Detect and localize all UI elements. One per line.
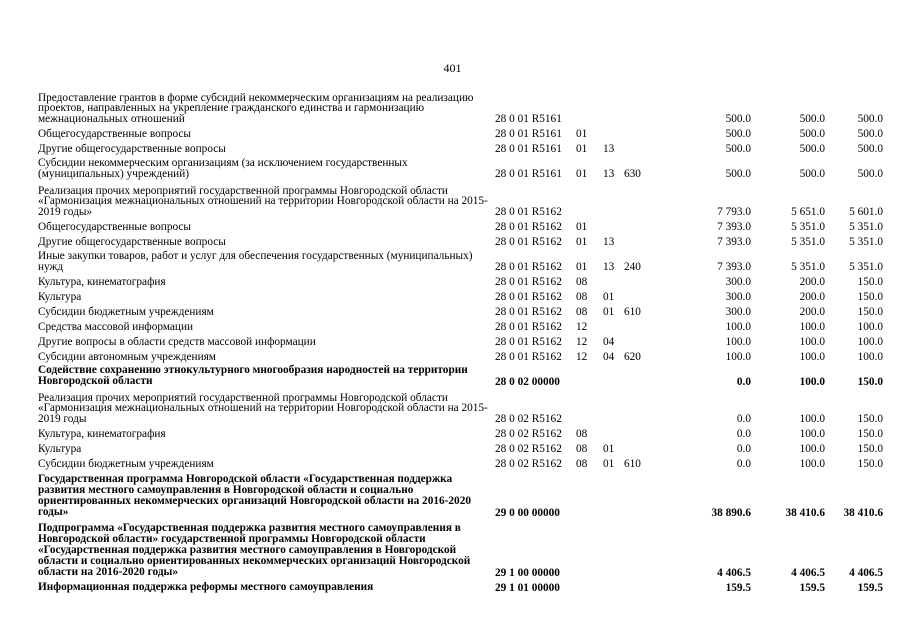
subsection-code: 01 [603, 442, 615, 455]
amount-year-1: 300.0 [725, 290, 751, 303]
row-name: Культура, кинематография [38, 275, 166, 288]
amount-year-2: 100.0 [799, 320, 825, 333]
section-code: 08 [576, 442, 588, 455]
amount-year-1: 100.0 [725, 350, 751, 363]
target-article-code: 28 0 01 R5162 [495, 305, 562, 318]
row-name: Иные закупки товаров, работ и услуг для обеспечения государственных (муниципальных) нужд [38, 250, 473, 273]
amount-year-1: 4 406.5 [717, 566, 751, 579]
target-article-code: 28 0 01 R5161 [495, 127, 562, 140]
subsection-code [603, 518, 624, 578]
amount-year-1: 38 890.6 [711, 506, 751, 519]
section-code [576, 578, 603, 593]
amount-year-2: 500.0 [799, 127, 825, 140]
amount-year-2: 100.0 [799, 442, 825, 455]
row-name: Культура [38, 442, 82, 455]
amount-year-3: 150.0 [857, 442, 883, 455]
expense-type-code [624, 179, 682, 217]
amount-year-1: 7 793.0 [717, 205, 751, 218]
subsection-code: 04 [603, 335, 615, 348]
amount-year-2: 100.0 [799, 350, 825, 363]
target-article-code: 28 0 02 00000 [495, 375, 560, 388]
section-code: 12 [576, 350, 588, 363]
target-article-code: 28 0 02 R5162 [495, 457, 562, 470]
amount-year-3: 150.0 [857, 412, 883, 425]
table-row [38, 578, 883, 593]
budget-table [38, 86, 883, 593]
target-article-code: 28 0 01 R5162 [495, 350, 562, 363]
section-code [576, 86, 603, 124]
subsection-code [603, 578, 624, 593]
subsection-code [603, 362, 624, 387]
table-body [38, 86, 883, 593]
amount-year-2: 100.0 [799, 427, 825, 440]
table-row [38, 317, 883, 332]
row-name: Реализация прочих мероприятий государственной программы Новгородской области «Гармонизация межнациональных отношений на территории Новгородской области на 2015-2019 годы [38, 391, 488, 425]
table-row [38, 179, 883, 217]
target-article-code: 28 0 01 R5162 [495, 235, 562, 248]
subsection-code [603, 317, 624, 332]
amount-year-3: 150.0 [857, 457, 883, 470]
expense-type-code [624, 217, 682, 232]
section-code [576, 518, 603, 578]
expense-type-code [624, 124, 682, 139]
row-name: Субсидии бюджетным учреждениям [38, 305, 214, 318]
row-name: Предоставление грантов в форме субсидий некоммерческим организациям на реализацию проектов, направленных на укрепление гражданского единства и гармонизацию межнациональных отношений [38, 91, 474, 125]
amount-year-3: 100.0 [857, 335, 883, 348]
expense-type-code: 620 [624, 350, 641, 363]
table-row [38, 332, 883, 347]
amount-year-2: 5 351.0 [791, 220, 825, 233]
expense-type-code [624, 287, 682, 302]
subsection-code: 13 [603, 167, 615, 180]
table-row [38, 424, 883, 439]
subsection-code: 01 [603, 305, 615, 318]
section-code: 01 [576, 127, 588, 140]
expense-type-code: 610 [624, 457, 641, 470]
amount-year-3: 4 406.5 [849, 566, 883, 579]
section-code: 08 [576, 275, 588, 288]
table-row [38, 124, 883, 139]
amount-year-3: 500.0 [857, 112, 883, 125]
amount-year-1: 0.0 [736, 412, 751, 425]
row-name: Культура [38, 290, 82, 303]
amount-year-2: 5 351.0 [791, 260, 825, 273]
expense-type-code [624, 387, 682, 424]
row-name: Другие общегосударственные вопросы [38, 142, 226, 155]
amount-year-1: 159.5 [725, 581, 751, 594]
subsection-code [603, 469, 624, 518]
target-article-code: 29 1 00 00000 [495, 566, 560, 579]
expense-type-code: 630 [624, 167, 641, 180]
amount-year-1: 0.0 [736, 375, 751, 388]
amount-year-1: 300.0 [725, 275, 751, 288]
section-code: 08 [576, 457, 588, 470]
amount-year-3: 159.5 [857, 581, 883, 594]
section-code: 01 [576, 167, 588, 180]
expense-type-code: 610 [624, 305, 641, 318]
amount-year-2: 200.0 [799, 275, 825, 288]
table-row [38, 247, 883, 272]
expense-type-code: 240 [624, 260, 641, 273]
target-article-code: 28 0 01 R5161 [495, 142, 562, 155]
target-article-code: 28 0 01 R5161 [495, 167, 562, 180]
row-name: Подпрограмма «Государственная поддержка развития местного самоуправления в Новгородской области» государственной программы Новгородской области «Государственная поддержка развития местного самоуправления в Новгородской области и социально ориентированных некоммерческих организаций Новгородской области на 2016-2020 годы» [38, 522, 471, 579]
amount-year-2: 100.0 [799, 457, 825, 470]
subsection-code [603, 179, 624, 217]
subsection-code [603, 424, 624, 439]
amount-year-1: 500.0 [725, 127, 751, 140]
expense-type-code [624, 139, 682, 154]
amount-year-1: 0.0 [736, 442, 751, 455]
amount-year-3: 5 351.0 [849, 220, 883, 233]
table-row [38, 139, 883, 154]
amount-year-2: 38 410.6 [785, 506, 825, 519]
amount-year-2: 500.0 [799, 167, 825, 180]
expense-type-code [624, 86, 682, 124]
subsection-code [603, 272, 624, 287]
target-article-code: 29 0 00 00000 [495, 506, 560, 519]
amount-year-2: 100.0 [799, 412, 825, 425]
target-article-code: 28 0 01 R5162 [495, 320, 562, 333]
target-article-code: 28 0 01 R5162 [495, 205, 562, 218]
subsection-code: 01 [603, 457, 615, 470]
table-row [38, 272, 883, 287]
row-name: Культура, кинематография [38, 427, 166, 440]
section-code: 01 [576, 220, 588, 233]
amount-year-3: 500.0 [857, 167, 883, 180]
amount-year-1: 7 393.0 [717, 235, 751, 248]
section-code: 01 [576, 235, 588, 248]
amount-year-2: 5 351.0 [791, 235, 825, 248]
amount-year-1: 7 393.0 [717, 260, 751, 273]
amount-year-2: 200.0 [799, 305, 825, 318]
row-name: Государственная программа Новгородской области «Государственная поддержка развития местного самоуправления в Новгородской области и социально ориентированных некоммерческих организаций Новгородской области на 2016-2020 годы» [38, 473, 472, 519]
subsection-code [603, 86, 624, 124]
table-row [38, 469, 883, 518]
page-number: 401 [443, 61, 462, 75]
section-code: 12 [576, 335, 588, 348]
amount-year-2: 100.0 [799, 375, 825, 388]
section-code: 08 [576, 305, 588, 318]
subsection-code [603, 387, 624, 424]
expense-type-code [624, 518, 682, 578]
target-article-code: 28 0 02 R5162 [495, 427, 562, 440]
target-article-code: 29 1 01 00000 [495, 581, 560, 594]
amount-year-3: 500.0 [857, 127, 883, 140]
target-article-code: 28 0 02 R5162 [495, 442, 562, 455]
table-row [38, 362, 883, 387]
row-name: Субсидии некоммерческим организациям (за исключением государственных (муниципальных) учреждений) [38, 157, 408, 180]
expense-type-code [624, 578, 682, 593]
expense-type-code [624, 424, 682, 439]
table-row [38, 347, 883, 362]
row-name: Реализация прочих мероприятий государственной программы Новгородской области «Гармонизация межнациональных отношений на территории Новгородской области на 2015-2019 годы» [38, 184, 488, 218]
row-name: Общегосударственные вопросы [38, 127, 191, 140]
row-name: Другие вопросы в области средств массовой информации [38, 335, 316, 348]
subsection-code [603, 217, 624, 232]
amount-year-2: 500.0 [799, 112, 825, 125]
subsection-code: 13 [603, 235, 615, 248]
table-row [38, 518, 883, 578]
expense-type-code [624, 232, 682, 247]
target-article-code: 28 0 01 R5162 [495, 260, 562, 273]
amount-year-3: 5 351.0 [849, 260, 883, 273]
row-name: Содействие сохранению этнокультурного многообразия народностей на территории Новгородской области [38, 364, 468, 388]
table-row [38, 302, 883, 317]
table-row [38, 86, 883, 124]
table-row [38, 439, 883, 454]
subsection-code: 01 [603, 290, 615, 303]
target-article-code: 28 0 01 R5161 [495, 112, 562, 125]
row-name: Информационная поддержка реформы местного самоуправления [38, 581, 374, 594]
table-row [38, 217, 883, 232]
subsection-code: 13 [603, 260, 615, 273]
section-code [576, 469, 603, 518]
table-row [38, 287, 883, 302]
amount-year-2: 500.0 [799, 142, 825, 155]
amount-year-3: 100.0 [857, 320, 883, 333]
amount-year-2: 100.0 [799, 335, 825, 348]
table-row [38, 454, 883, 469]
amount-year-1: 500.0 [725, 167, 751, 180]
amount-year-3: 150.0 [857, 305, 883, 318]
amount-year-1: 500.0 [725, 112, 751, 125]
expense-type-code [624, 317, 682, 332]
section-code: 08 [576, 290, 588, 303]
subsection-code: 04 [603, 350, 615, 363]
amount-year-3: 500.0 [857, 142, 883, 155]
expense-type-code [624, 439, 682, 454]
amount-year-3: 38 410.6 [843, 506, 883, 519]
amount-year-2: 159.5 [799, 581, 825, 594]
amount-year-2: 200.0 [799, 290, 825, 303]
amount-year-1: 100.0 [725, 320, 751, 333]
table-row [38, 232, 883, 247]
amount-year-1: 500.0 [725, 142, 751, 155]
row-name: Средства массовой информации [38, 320, 194, 333]
amount-year-1: 100.0 [725, 335, 751, 348]
table-row [38, 387, 883, 424]
amount-year-3: 5 601.0 [849, 205, 883, 218]
expense-type-code [624, 469, 682, 518]
row-name: Другие общегосударственные вопросы [38, 235, 226, 248]
section-code [576, 362, 603, 387]
row-name: Общегосударственные вопросы [38, 220, 191, 233]
amount-year-1: 0.0 [736, 427, 751, 440]
section-code [576, 387, 603, 424]
amount-year-1: 7 393.0 [717, 220, 751, 233]
section-code: 01 [576, 142, 588, 155]
target-article-code: 28 0 02 R5162 [495, 412, 562, 425]
expense-type-code [624, 362, 682, 387]
amount-year-1: 0.0 [736, 457, 751, 470]
amount-year-3: 150.0 [857, 290, 883, 303]
section-code [576, 179, 603, 217]
amount-year-3: 100.0 [857, 350, 883, 363]
amount-year-3: 5 351.0 [849, 235, 883, 248]
section-code: 12 [576, 320, 588, 333]
subsection-code: 13 [603, 142, 615, 155]
amount-year-3: 150.0 [857, 275, 883, 288]
amount-year-2: 4 406.5 [791, 566, 825, 579]
amount-year-2: 5 651.0 [791, 205, 825, 218]
subsection-code [603, 124, 624, 139]
section-code: 01 [576, 260, 588, 273]
target-article-code: 28 0 01 R5162 [495, 220, 562, 233]
row-name: Субсидии автономным учреждениям [38, 350, 216, 363]
target-article-code: 28 0 01 R5162 [495, 335, 562, 348]
amount-year-3: 150.0 [857, 427, 883, 440]
target-article-code: 28 0 01 R5162 [495, 290, 562, 303]
expense-type-code [624, 272, 682, 287]
amount-year-1: 300.0 [725, 305, 751, 318]
table-row [38, 154, 883, 179]
row-name: Субсидии бюджетным учреждениям [38, 457, 214, 470]
section-code: 08 [576, 427, 588, 440]
amount-year-3: 150.0 [857, 375, 883, 388]
target-article-code: 28 0 01 R5162 [495, 275, 562, 288]
expense-type-code [624, 332, 682, 347]
